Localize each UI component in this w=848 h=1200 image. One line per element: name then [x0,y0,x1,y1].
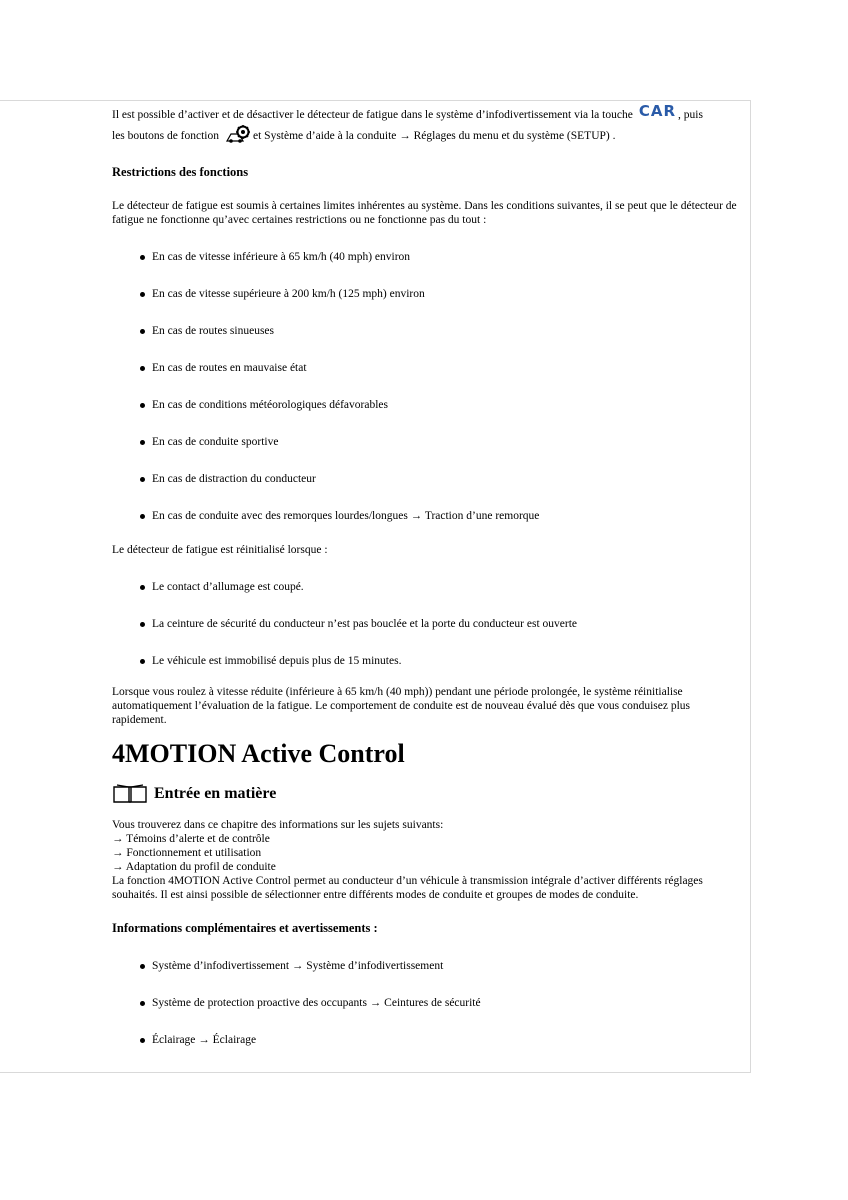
bullet-icon [140,440,145,445]
open-book-icon [112,784,148,804]
list-item: En cas de routes en mauvaise état [112,361,740,398]
car-button-icon: CAR [638,102,676,120]
bullet-icon [140,964,145,969]
topic-link[interactable]: → Fonctionnement et utilisation [112,847,262,859]
topic-link[interactable]: → Adaptation du profil de conduite [112,861,276,873]
list-item: Éclairage → Éclairage [112,1033,740,1049]
setup-gear-icon [225,125,253,143]
list-item: Le véhicule est immobilisé depuis plus de 15 minutes. [112,654,740,674]
restrictions-paragraph: Le détecteur de fatigue est soumis à certaines limites inhérentes au système. Dans les conditions suivantes, il se peut que le détecteur de fatigue ne fonctionne qu’avec certaines restrictions ou ne fonctionne pas du tout : [112,200,737,226]
bullet-icon [140,403,145,408]
list-item: En cas de distraction du conducteur [112,472,740,509]
list-item: En cas de vitesse inférieure à 65 km/h (40 mph) environ [112,250,740,287]
section-paragraph: La fonction 4MOTION Active Control permet au conducteur d’un véhicule à transmission intégrale d’activer différents réglages souhaités. Il est ainsi possible de sélectionner entre différents modes de conduite et groupes de modes de conduite. [112,875,703,901]
bullet-icon [140,292,145,297]
bullet-icon [140,477,145,482]
info-list [112,959,740,1049]
intro-text-4: et Système d’aide à la conduite → Réglages du menu et du système (SETUP) . [253,130,616,142]
list-item: Système d’infodivertissement → Système d’infodivertissement [112,959,740,996]
document-body [112,104,740,1049]
list-item: En cas de vitesse supérieure à 200 km/h (125 mph) environ [112,287,740,324]
intro-text-3: les boutons de fonction [112,130,219,142]
bullet-icon [140,255,145,260]
section-subtitle [112,783,740,805]
section-intro: Vous trouverez dans ce chapitre des informations sur les sujets suivants: [112,819,444,831]
list-item: La ceinture de sécurité du conducteur n’est pas bouclée et la porte du conducteur est ouverte [112,617,740,654]
list-item: En cas de routes sinueuses [112,324,740,361]
reset-list [112,580,740,674]
bullet-icon [140,622,145,627]
section-title: 4MOTION Active Control [112,739,405,768]
topic-link[interactable]: → Témoins d’alerte et de contrôle [112,833,270,845]
bullet-icon [140,659,145,664]
list-item: En cas de conduite avec des remorques lourdes/longues → Traction d’une remorque [112,509,740,529]
subtitle-text: Entrée en matière [154,785,277,802]
bullet-icon [140,1038,145,1043]
intro-paragraph [112,104,740,146]
list-item: Système de protection proactive des occupants → Ceintures de sécurité [112,996,740,1033]
bullet-icon [140,514,145,519]
bullet-icon [140,329,145,334]
bullet-icon [140,585,145,590]
topic-links [112,832,740,874]
list-item: En cas de conduite sportive [112,435,740,472]
list-item: Le contact d’allumage est coupé. [112,580,740,617]
reset-paragraph: Lorsque vous roulez à vitesse réduite (inférieure à 65 km/h (40 mph)) pendant une période prolongée, le système réinitialise automatiquement l’évaluation de la fatigue. Le comportement de conduite est de nouveau évalué dès que vous conduisez plus rapidement. [112,686,691,726]
intro-text-1: Il est possible d’activer et de désactiver le détecteur de fatigue dans le système d’infodivertissement via la touche [112,109,633,121]
bullet-icon [140,366,145,371]
restrictions-list [112,250,740,529]
reset-intro: Le détecteur de fatigue est réinitialisé lorsque : [112,544,328,556]
restrictions-heading: Restrictions des fonctions [112,165,249,179]
intro-text-2: , puis [678,109,703,121]
bullet-icon [140,1001,145,1006]
list-item: En cas de conditions météorologiques défavorables [112,398,740,435]
info-heading: Informations complémentaires et avertissements : [112,921,378,935]
